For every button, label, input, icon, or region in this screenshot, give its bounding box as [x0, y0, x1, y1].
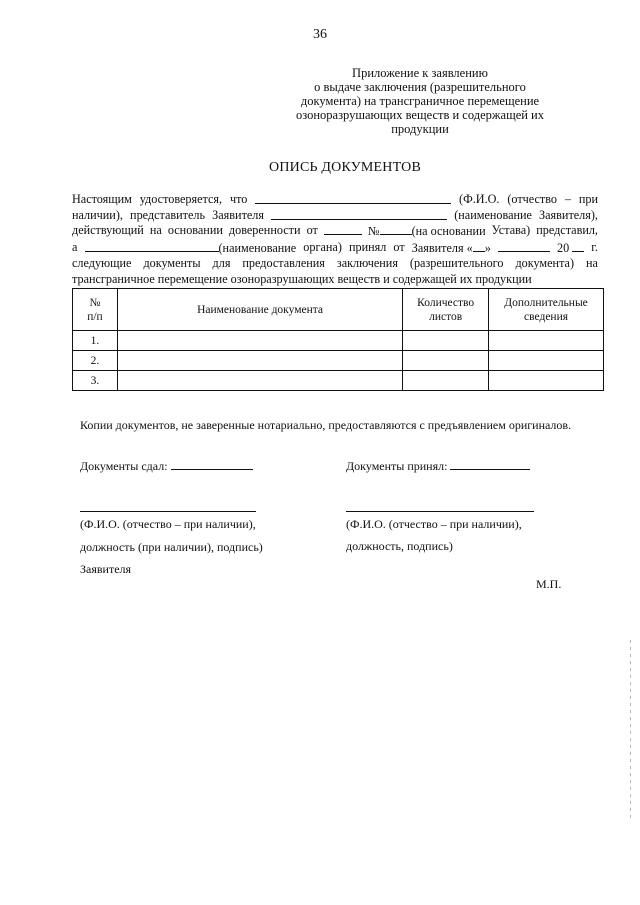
column-header-additional-info — [489, 289, 604, 331]
table-header-row — [73, 289, 604, 331]
text-fragment: принял — [348, 239, 387, 254]
text-fragment: следующие — [72, 256, 132, 270]
additional-info-cell[interactable] — [489, 331, 604, 351]
header-text: Количество — [417, 296, 475, 309]
text-fragment: документы — [143, 256, 201, 270]
table-row — [73, 331, 604, 351]
receiver-caption-2: должность, подпись) — [346, 539, 453, 553]
received-by-blank[interactable] — [450, 458, 530, 470]
submitted-by-blank[interactable] — [171, 458, 253, 470]
column-header-sheet-count — [403, 289, 489, 331]
month-blank-field[interactable] — [498, 240, 550, 252]
text-fragment: документа) — [515, 256, 575, 270]
text-fragment: Заявителя « — [411, 240, 473, 255]
applicant-blank-field[interactable] — [271, 208, 447, 220]
text-fragment: Настоящим — [72, 192, 132, 206]
header-text: сведения — [524, 310, 569, 323]
table-row — [73, 371, 604, 391]
text-fragment: (на основании — [411, 224, 486, 238]
header-text: листов — [429, 310, 463, 323]
declaration-line-3 — [72, 223, 598, 240]
row-number-cell: 1. — [73, 331, 118, 351]
document-title: ОПИСЬ ДОКУМЕНТОВ — [269, 160, 421, 175]
text-fragment: наличии), — [72, 207, 123, 222]
text-fragment: от — [393, 239, 405, 254]
scan-edge-mark — [630, 640, 631, 820]
text-fragment: (разрешительного — [409, 256, 504, 270]
text-fragment: что — [229, 192, 248, 206]
appendix-heading — [290, 66, 550, 136]
text-fragment: г. — [591, 239, 598, 254]
declaration-line-4 — [72, 240, 598, 257]
document-name-cell[interactable] — [117, 351, 402, 371]
text-fragment: органа) — [303, 239, 342, 254]
text-fragment: удостоверяется, — [139, 192, 223, 206]
applicant-caption-1: (Ф.И.О. (отчество – при наличии), — [80, 517, 256, 531]
appendix-line: о выдаче заключения (разрешительного — [314, 80, 526, 94]
additional-info-cell[interactable] — [489, 351, 604, 371]
text-fragment: заключения — [336, 256, 398, 270]
received-by-label: Документы принял: — [346, 459, 448, 473]
text-fragment: 20 — [556, 240, 570, 255]
declaration-line-2 — [72, 208, 598, 224]
declaration-line-1 — [72, 192, 598, 208]
text-fragment: Заявителя), — [539, 207, 598, 222]
text-fragment: № — [367, 224, 380, 238]
header-text: Дополнительные — [504, 296, 588, 309]
submitted-by-label-row — [80, 458, 253, 474]
document-name-cell[interactable] — [117, 371, 402, 391]
column-header-document-name: Наименование документа — [117, 289, 402, 331]
column-header-number — [73, 289, 118, 331]
stamp-place-label: М.П. — [536, 577, 562, 591]
appendix-line: документа) на трансграничное перемещение — [300, 94, 540, 108]
header-text: п/п — [87, 310, 103, 323]
copies-note: Копии документов, не заверенные нотариально, предоставляются с предъявлением оригиналов. — [80, 418, 572, 432]
declaration-paragraph — [72, 192, 598, 287]
year-blank-field[interactable] — [572, 240, 584, 252]
text-fragment: на — [586, 256, 598, 270]
text-fragment: Заявителя — [212, 207, 264, 222]
text-fragment: представитель — [130, 207, 206, 222]
text-fragment: (Ф.И.О. — [459, 192, 500, 206]
appendix-line: озоноразрушающих веществ и содержащей их — [296, 108, 544, 122]
page-number: 36 — [313, 27, 327, 42]
text-fragment: при — [578, 192, 598, 206]
fio-blank-field[interactable] — [255, 192, 451, 204]
sheet-count-cell[interactable] — [403, 371, 489, 391]
text-fragment: (наименование — [454, 207, 532, 222]
appendix-line: Приложение к заявлению — [352, 66, 488, 80]
text-fragment: (наименование — [218, 240, 297, 255]
receiver-caption-1: (Ф.И.О. (отчество – при наличии), — [346, 517, 522, 531]
row-number-cell: 2. — [73, 351, 118, 371]
text-fragment: для — [212, 256, 231, 270]
authority-blank-field[interactable] — [85, 240, 219, 252]
applicant-caption-3: Заявителя — [80, 562, 132, 576]
text-fragment: действующий — [72, 223, 144, 237]
additional-info-cell[interactable] — [489, 371, 604, 391]
text-fragment: основании — [167, 223, 223, 237]
row-number-cell: 3. — [73, 371, 118, 391]
received-by-label-row — [346, 458, 530, 474]
documents-table — [72, 288, 604, 391]
text-fragment: от — [306, 223, 318, 237]
applicant-signature-line[interactable] — [80, 511, 256, 512]
text-fragment: » — [484, 240, 491, 255]
day-blank-field[interactable] — [473, 240, 485, 252]
text-fragment: Устава) — [491, 223, 531, 237]
document-name-cell[interactable] — [117, 331, 402, 351]
text-fragment: предоставления — [242, 256, 325, 270]
appendix-line: продукции — [391, 122, 449, 136]
sheet-count-cell[interactable] — [403, 331, 489, 351]
sheet-count-cell[interactable] — [403, 351, 489, 371]
text-fragment: а — [72, 239, 78, 254]
power-of-attorney-number-blank[interactable] — [380, 223, 412, 235]
submitted-by-label: Документы сдал: — [80, 459, 168, 473]
declaration-line-5 — [72, 256, 598, 272]
declaration-line-6 — [72, 272, 598, 288]
text-fragment: на — [149, 223, 162, 237]
applicant-caption-2: должность (при наличии), подпись) — [80, 540, 263, 554]
text-fragment: (отчество — [507, 192, 558, 206]
table-row — [73, 351, 604, 371]
receiver-signature-line[interactable] — [346, 511, 534, 512]
text-fragment: доверенности — [228, 223, 301, 237]
header-text: № — [89, 296, 101, 309]
text-fragment: – — [564, 192, 571, 206]
text-fragment: трансграничное перемещение озоноразрушающих веществ и содержащей их продукции — [72, 271, 532, 286]
text-fragment: представил, — [536, 223, 598, 237]
power-of-attorney-date-blank[interactable] — [324, 223, 362, 235]
